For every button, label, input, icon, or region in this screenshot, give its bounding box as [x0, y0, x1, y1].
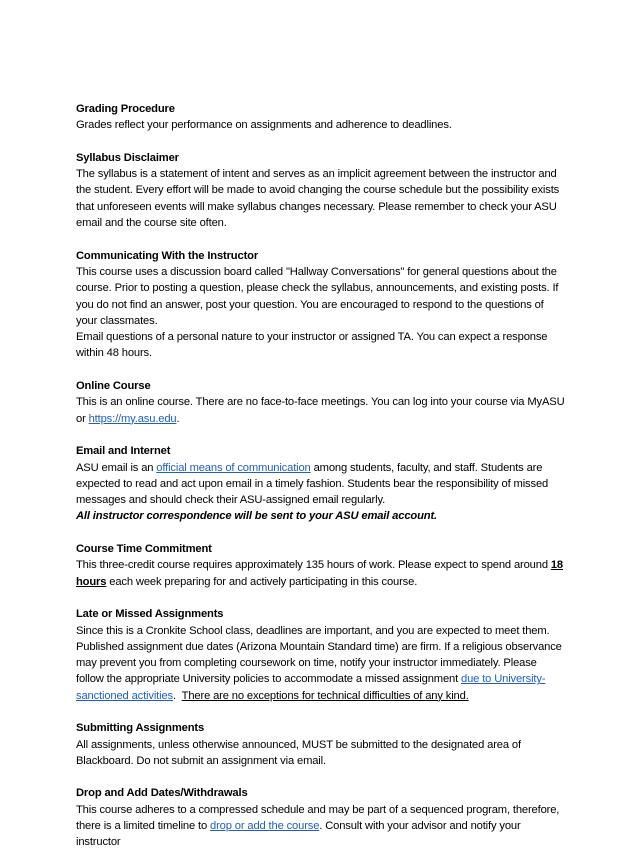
sanctioned-activities-link[interactable]: due to University-sanctioned activities	[76, 673, 546, 702]
section-grading-procedure	[76, 101, 566, 134]
section-heading: Communicating With the Instructor	[76, 249, 259, 262]
section-heading: Grading Procedure	[76, 103, 175, 115]
section-communicating	[76, 248, 566, 362]
section-body	[76, 623, 566, 704]
body-text: .	[172, 689, 182, 702]
body-text: Since this is a Cronkite School class, deadlines are important, and you are expected to meet them. Published assignment due dates (Arizona Mountain Standard time) are firm. If a religious observance may prevent you from completing coursework on time, notify your instructor immediately. Please follow the appropriate University policies to accommodate a missed assignment	[76, 624, 562, 686]
syllabus-page	[76, 101, 566, 867]
section-body: Grades reflect your performance on assignments and adherence to deadlines.	[76, 119, 452, 132]
no-exceptions-note: There are no exceptions for technical difficulties of any kind.	[181, 689, 469, 702]
section-late-assignments	[76, 606, 566, 704]
body-text: each week preparing for and actively participating in this course.	[106, 575, 418, 588]
official-communication-link[interactable]: official means of communication	[156, 461, 311, 474]
emphasis-note: All instructor correspondence will be sent to your ASU email account.	[76, 510, 437, 523]
body-text: This course adheres to a compressed schedule and may be part of a sequenced program, therefore, there is a limited timeline to	[76, 803, 560, 833]
section-body	[76, 460, 566, 509]
body-text: This is an online course. There are no face-to-face meetings. You can log into your course via MyASU or	[76, 396, 565, 425]
section-body: Email questions of a personal nature to your instructor or assigned TA. You can expect a response within 48 hours.	[76, 331, 548, 360]
section-heading: Syllabus Disclaimer	[76, 151, 179, 164]
section-body: The syllabus is a statement of intent and serves as an implicit agreement between the instructor and the student. Every effort will be made to avoid changing the course schedule but the possibility exists that unforeseen events will make syllabus changes necessary. Please remember to check your ASU email and the course site often.	[76, 168, 560, 230]
section-body: All assignments, unless otherwise announced, MUST be submitted to the designated area of Blackboard. Do not submit an assignment via email.	[76, 738, 521, 767]
section-email-internet	[76, 443, 566, 524]
section-heading: Course Time Commitment	[76, 543, 212, 556]
body-text: ASU email is an	[76, 461, 157, 474]
section-heading: Drop and Add Dates/Withdrawals	[76, 787, 248, 800]
body-text: . Consult with your advisor and notify your instructor	[76, 820, 521, 849]
section-body: This course uses a discussion board called "Hallway Conversations" for general questions about the course. Prior to posting a question, please check the syllabus, announcements, and existing posts. If you do not find an answer, post your question. You are encouraged to respond to the questions of your classmates.	[76, 265, 559, 327]
section-heading: Submitting Assignments	[76, 722, 205, 735]
section-heading: Email and Internet	[76, 445, 171, 458]
section-course-time	[76, 541, 566, 590]
section-submitting	[76, 720, 566, 769]
body-text: .	[176, 412, 180, 425]
myasu-link[interactable]: https://my.asu.edu	[88, 412, 177, 425]
section-body	[76, 802, 566, 851]
section-heading: Late or Missed Assignments	[76, 608, 224, 621]
body-text: among students, faculty, and staff. Students are expected to read and act upon email in a timely fashion. Students bear the responsibility of missed messages and should check their ASU-assigned email regularly.	[76, 461, 549, 507]
hours-highlight: 18 hours	[76, 559, 564, 588]
section-body	[76, 557, 566, 590]
drop-add-course-link[interactable]: drop or add the course	[210, 820, 320, 833]
section-body	[76, 394, 566, 427]
section-syllabus-disclaimer	[76, 150, 566, 231]
body-text: This three-credit course requires approximately 135 hours of work. Please expect to spend around	[76, 559, 551, 572]
section-drop-add	[76, 785, 566, 850]
section-heading: Online Course	[76, 380, 151, 393]
section-online-course	[76, 378, 566, 427]
